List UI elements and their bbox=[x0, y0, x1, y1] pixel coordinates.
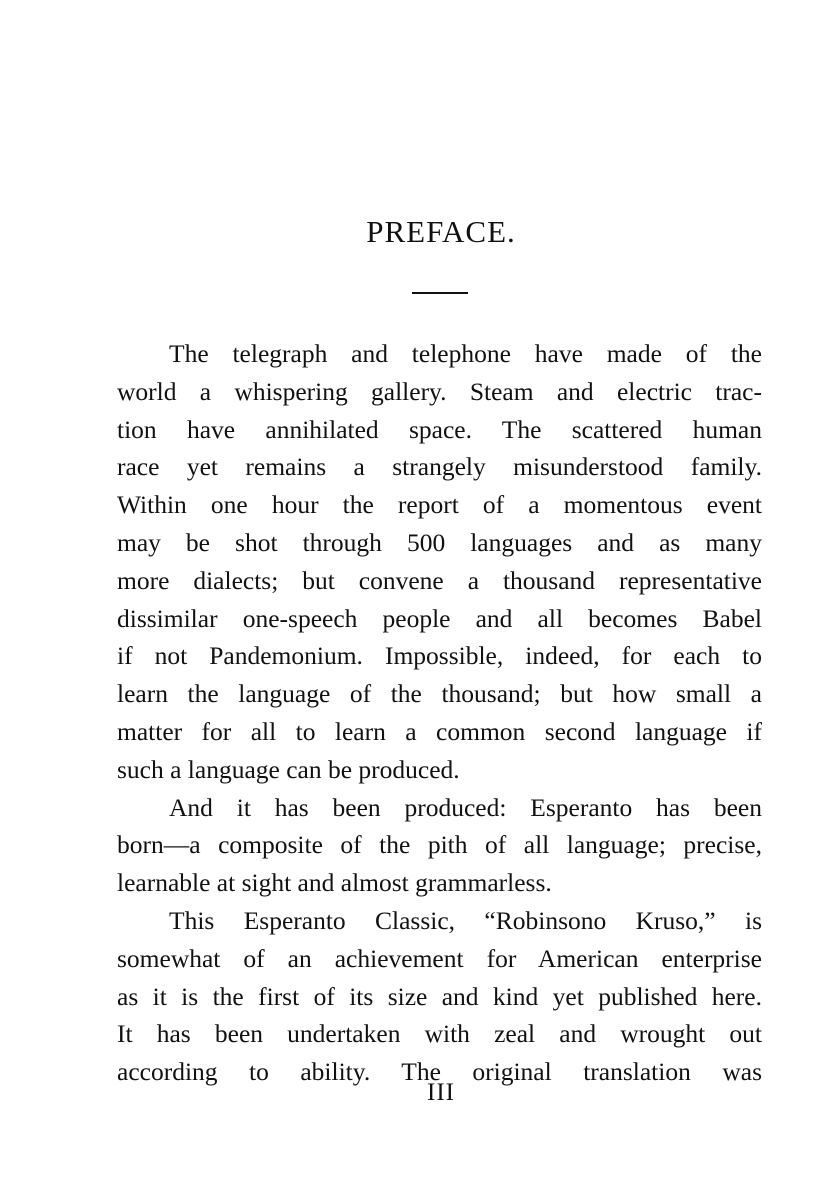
text-line: Within one hour the report of a momentous event bbox=[117, 490, 762, 520]
paragraph bbox=[117, 335, 762, 789]
text-line: This Esperanto Classic, “Robinsono Kruso,” is bbox=[169, 905, 762, 935]
text-line: learn the language of the thousand; but how small a bbox=[117, 679, 762, 709]
page-title: PREFACE. bbox=[366, 214, 516, 249]
preface-body bbox=[117, 335, 762, 1091]
text-line: according to ability. The original translation was bbox=[117, 1057, 762, 1087]
text-line: may be shot through 500 languages and as many bbox=[117, 527, 762, 557]
paragraph bbox=[117, 902, 762, 1091]
text-line: And it has been produced: Esperanto has been bbox=[169, 792, 762, 822]
text-line: more dialects; but convene a thousand representative bbox=[117, 565, 762, 595]
text-line: if not Pandemonium. Impossible, indeed, for each to bbox=[117, 641, 762, 671]
text-line: learnable at sight and almost grammarless. bbox=[117, 868, 552, 898]
paragraph bbox=[117, 789, 762, 902]
text-line: The telegraph and telephone have made of the bbox=[169, 339, 762, 368]
title-divider bbox=[412, 292, 468, 294]
text-line: tion have annihilated space. The scattered human bbox=[117, 414, 762, 444]
text-line: as it is the first of its size and kind yet published here. bbox=[117, 981, 762, 1011]
text-line: dissimilar one-speech people and all becomes Babel bbox=[117, 603, 762, 633]
text-line: born—a composite of the pith of all language; precise, bbox=[117, 830, 762, 860]
text-line: such a language can be produced. bbox=[117, 754, 460, 784]
text-line: It has been undertaken with zeal and wrought out bbox=[117, 1019, 762, 1049]
page-number: III bbox=[427, 1079, 455, 1106]
text-line: somewhat of an achievement for American enterprise bbox=[117, 943, 762, 973]
text-line: world a whispering gallery. Steam and electric trac- bbox=[117, 376, 762, 406]
text-line: matter for all to learn a common second language if bbox=[117, 716, 762, 746]
text-line: race yet remains a strangely misunderstood family. bbox=[117, 452, 762, 482]
